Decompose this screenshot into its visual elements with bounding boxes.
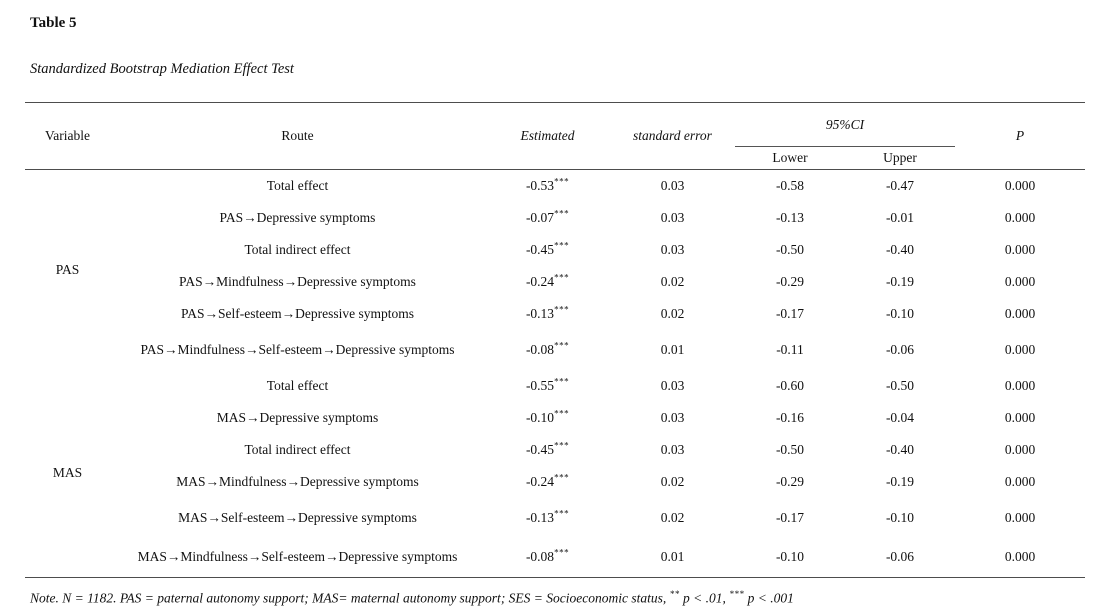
table-row <box>25 434 1085 466</box>
se-cell: 0.03 <box>660 441 685 457</box>
se-cell: 0.02 <box>660 305 685 321</box>
note-sig1: p < .01, <box>679 590 730 606</box>
significance-stars: *** <box>554 508 570 518</box>
variable-cell-pas: PAS <box>55 261 80 277</box>
estimate-value: -0.45 <box>525 241 555 257</box>
lower-cell: -0.17 <box>775 305 805 321</box>
lower-cell: -0.11 <box>776 341 804 357</box>
p-cell: 0.000 <box>1004 409 1036 425</box>
significance-stars: *** <box>554 440 570 450</box>
significance-stars: *** <box>554 208 570 218</box>
upper-cell: -0.47 <box>885 177 915 193</box>
estimate-value: -0.24 <box>525 473 555 489</box>
header-standard-error: standard error <box>610 103 735 170</box>
estimated-cell <box>485 402 610 434</box>
lower-cell: -0.16 <box>775 409 805 425</box>
se-cell: 0.03 <box>660 209 685 225</box>
upper-cell: -0.06 <box>885 341 915 357</box>
header-upper: Upper <box>845 147 955 170</box>
se-cell: 0.03 <box>660 377 685 393</box>
estimate-value: -0.55 <box>525 377 555 393</box>
variable-cell-mas: MAS <box>52 465 83 481</box>
header-variable: Variable <box>25 103 110 170</box>
estimate-value: -0.10 <box>525 409 555 425</box>
estimate-value: -0.13 <box>525 509 555 525</box>
se-cell: 0.01 <box>660 341 685 357</box>
estimated-cell <box>485 298 610 330</box>
upper-cell: -0.06 <box>885 549 915 565</box>
table-row <box>25 298 1085 330</box>
route-cell: PAS→Self-esteem→Depressive symptoms <box>180 305 415 321</box>
lower-cell: -0.50 <box>775 441 805 457</box>
estimate-value: -0.08 <box>525 549 555 565</box>
upper-cell: -0.19 <box>885 473 915 489</box>
significance-stars: *** <box>554 176 570 187</box>
note-stars-2: ** <box>669 589 680 599</box>
table-number: Table 5 <box>30 15 77 31</box>
estimated-cell <box>485 202 610 234</box>
estimated-cell <box>485 498 610 538</box>
table-row <box>25 466 1085 498</box>
table-header <box>25 103 1085 170</box>
estimated-cell <box>485 330 610 370</box>
route-cell: MAS→Self-esteem→Depressive symptoms <box>178 509 417 525</box>
lower-cell: -0.29 <box>775 473 805 489</box>
p-cell: 0.000 <box>1004 441 1036 457</box>
lower-cell: -0.60 <box>775 377 805 393</box>
estimate-value: -0.07 <box>525 209 555 225</box>
significance-stars: *** <box>554 304 570 314</box>
se-cell: 0.02 <box>660 473 685 489</box>
lower-cell: -0.50 <box>775 241 805 257</box>
table-row <box>25 330 1085 370</box>
route-cell: Total effect <box>266 177 329 193</box>
table-row <box>25 266 1085 298</box>
lower-cell: -0.10 <box>775 549 805 565</box>
p-cell: 0.000 <box>1004 473 1036 489</box>
p-cell: 0.000 <box>1004 305 1036 321</box>
p-cell: 0.000 <box>1004 549 1036 565</box>
significance-stars: *** <box>554 472 570 482</box>
estimated-cell <box>485 170 610 202</box>
estimate-value: -0.13 <box>525 305 555 321</box>
upper-cell: -0.50 <box>885 377 915 393</box>
note-stars-3: *** <box>729 589 745 599</box>
se-cell: 0.03 <box>660 409 685 425</box>
table-row <box>25 370 1085 402</box>
lower-cell: -0.29 <box>775 273 805 289</box>
upper-cell: -0.40 <box>885 441 915 457</box>
p-cell: 0.000 <box>1004 177 1036 193</box>
se-cell: 0.02 <box>660 509 685 525</box>
estimated-cell <box>485 434 610 466</box>
note-sig2: p < .001 <box>744 590 794 606</box>
upper-cell: -0.40 <box>885 241 915 257</box>
estimate-value: -0.53 <box>525 177 555 193</box>
se-cell: 0.02 <box>660 273 685 289</box>
route-cell: MAS→Depressive symptoms <box>216 409 379 425</box>
p-cell: 0.000 <box>1004 377 1036 393</box>
table-row <box>25 202 1085 234</box>
se-cell: 0.01 <box>660 549 685 565</box>
table-row <box>25 498 1085 538</box>
upper-cell: -0.01 <box>885 209 915 225</box>
lower-cell: -0.17 <box>775 509 805 525</box>
table-row <box>25 402 1085 434</box>
route-cell: PAS→Mindfulness→Depressive symptoms <box>179 273 416 289</box>
table-body <box>25 170 1085 578</box>
significance-stars: *** <box>554 547 570 558</box>
table-row <box>25 538 1085 578</box>
estimated-cell <box>485 266 610 298</box>
route-cell: PAS→Depressive symptoms <box>219 209 376 225</box>
header-route: Route <box>110 103 485 170</box>
p-cell: 0.000 <box>1004 209 1036 225</box>
significance-stars: *** <box>554 272 570 282</box>
p-cell: 0.000 <box>1004 341 1036 357</box>
table-caption: Standardized Bootstrap Mediation Effect Test <box>30 61 294 77</box>
header-estimated: Estimated <box>485 103 610 170</box>
significance-stars: *** <box>554 240 570 250</box>
route-cell: Total indirect effect <box>244 441 351 457</box>
p-cell: 0.000 <box>1004 241 1036 257</box>
header-p: P <box>955 103 1085 170</box>
route-cell: Total indirect effect <box>244 241 351 257</box>
table-note <box>30 586 1120 607</box>
estimated-cell <box>485 466 610 498</box>
route-cell: PAS→Mindfulness→Self-esteem→Depressive symptoms <box>140 341 455 357</box>
header-lower: Lower <box>735 147 845 170</box>
upper-cell: -0.10 <box>885 305 915 321</box>
upper-cell: -0.04 <box>885 409 915 425</box>
upper-cell: -0.10 <box>885 509 915 525</box>
estimate-value: -0.08 <box>525 341 555 357</box>
se-cell: 0.03 <box>660 241 685 257</box>
upper-cell: -0.19 <box>885 273 915 289</box>
p-cell: 0.000 <box>1004 509 1036 525</box>
estimated-cell <box>485 370 610 402</box>
se-cell: 0.03 <box>660 177 685 193</box>
route-cell: Total effect <box>266 377 329 393</box>
note-text: Note. N = 1182. PAS = paternal autonomy support; MAS= maternal autonomy support; SES = Socioeconomic status, <box>30 590 670 606</box>
table-row <box>25 234 1085 266</box>
significance-stars: *** <box>554 408 570 418</box>
estimate-value: -0.45 <box>525 441 555 457</box>
route-cell: MAS→Mindfulness→Depressive symptoms <box>176 473 419 489</box>
significance-stars: *** <box>554 376 570 386</box>
lower-cell: -0.58 <box>775 177 805 193</box>
route-cell: MAS→Mindfulness→Self-esteem→Depressive symptoms <box>137 549 458 565</box>
estimate-value: -0.24 <box>525 273 555 289</box>
mediation-effect-table <box>25 102 1085 578</box>
table-row <box>25 170 1085 202</box>
significance-stars: *** <box>554 340 570 350</box>
estimated-cell <box>485 234 610 266</box>
estimated-cell <box>485 538 610 578</box>
header-95ci: 95%CI <box>735 103 955 147</box>
lower-cell: -0.13 <box>775 209 805 225</box>
p-cell: 0.000 <box>1004 273 1036 289</box>
